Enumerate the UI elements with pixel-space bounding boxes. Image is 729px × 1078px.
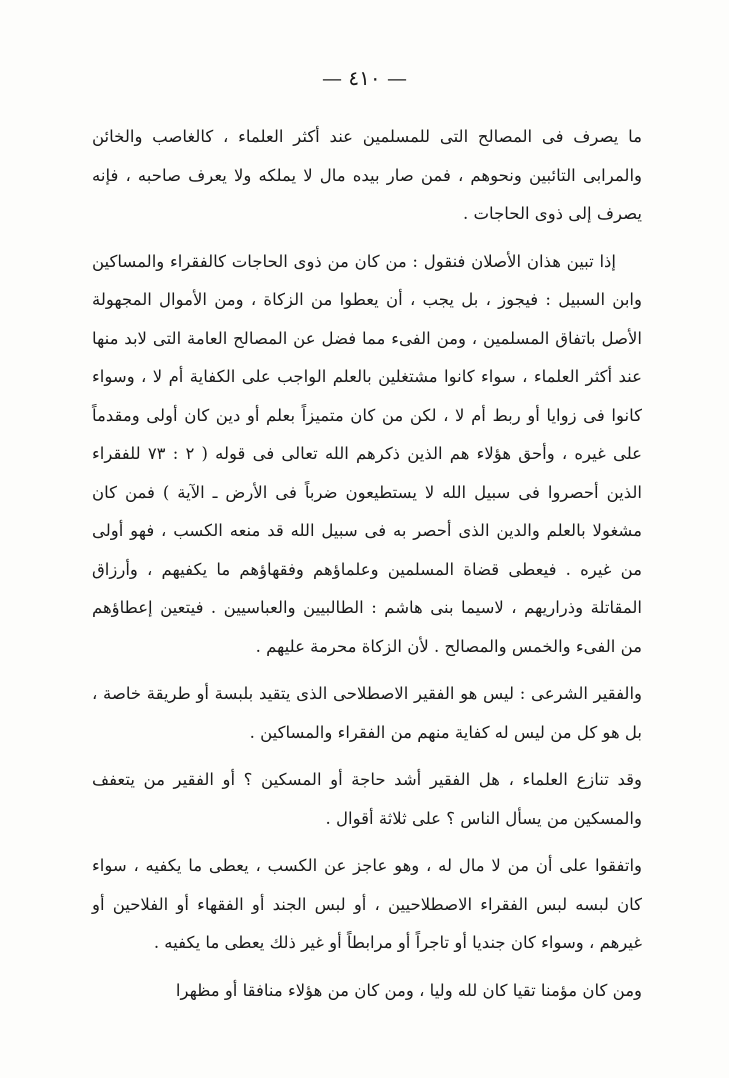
body-text — [92, 118, 642, 1019]
page-number: — ٤١٠ — — [322, 66, 407, 90]
paragraph-6: ومن كان مؤمنا تقيا كان لله وليا ، ومن كان من هؤلاء منافقا أو مظهرا — [175, 980, 642, 1000]
paragraph-5: واتفقوا على أن من لا مال له ، وهو عاجز عن الكسب ، يعطى ما يكفيه ، سواء كان لبسه لبس الفقراء الاصطلاحيين ، أو لبس الجند أو الفقهاء أو الفلاحين أو غيرهم ، وسواء كان جنديا أو تاجراً أو مرابطاً أو غير ذلك يعطى ما يكفيه . — [92, 856, 642, 952]
paragraph-3: والفقير الشرعى : ليس هو الفقير الاصطلاحى الذى يتقيد بلبسة أو طريقة خاصة ، بل هو كل من ليس له كفاية منهم من الفقراء والمساكين . — [92, 684, 642, 742]
paragraph-2: إذا تبين هذان الأصلان فنقول : من كان من ذوى الحاجات كالفقراء والمساكين وابن السبيل : فيجوز ، بل يجب ، أن يعطوا من الزكاة ، ومن الأموال المجهولة الأصل باتفاق المسلمين ، ومن الفىء مما فضل عن المصالح العامة التى لابد منها عند أكثر العلماء ، سواء كانوا مشتغلين بالعلم الواجب على الكفاية أم لا ، وسواء كانوا فى زوايا أو ربط أم لا ، لكن من كان متميزاً بعلم أو دين كان أولى ومقدماً على غيره ، وأحق هؤلاء هم الذين ذكرهم الله تعالى فى قوله ( ٢ : ٧٣ للفقراء الذين أحصروا فى سبيل الله لا يستطيعون ضرباً فى الأرض ـ الآية ) فمن كان مشغولا بالعلم والدين الذى أحصر به فى سبيل الله قد منعه الكسب ، فهو أولى من غيره . فيعطى قضاة المسلمين وعلماؤهم وفقهاؤهم ما يكفيهم ، وأرزاق المقاتلة وذراريهم ، لاسيما بنى هاشم : الطالبيين والعباسيين . فيتعين إعطاؤهم من الفىء والخمس والمصالح . لأن الزكاة محرمة عليهم . — [92, 251, 643, 656]
paragraph-4: وقد تنازع العلماء ، هل الفقير أشد حاجة أو المسكين ؟ أو الفقير من يتعفف والمسكين من يسأل الناس ؟ على ثلاثة أقوال . — [92, 770, 642, 828]
paragraph-1: ما يصرف فى المصالح التى للمسلمين عند أكثر العلماء ، كالغاصب والخائن والمرابى التائبين ونحوهم ، فمن صار بيده مال لا يملكه ولا يعرف صاحبه ، فإنه يصرف إلى ذوى الحاجات . — [92, 127, 642, 223]
